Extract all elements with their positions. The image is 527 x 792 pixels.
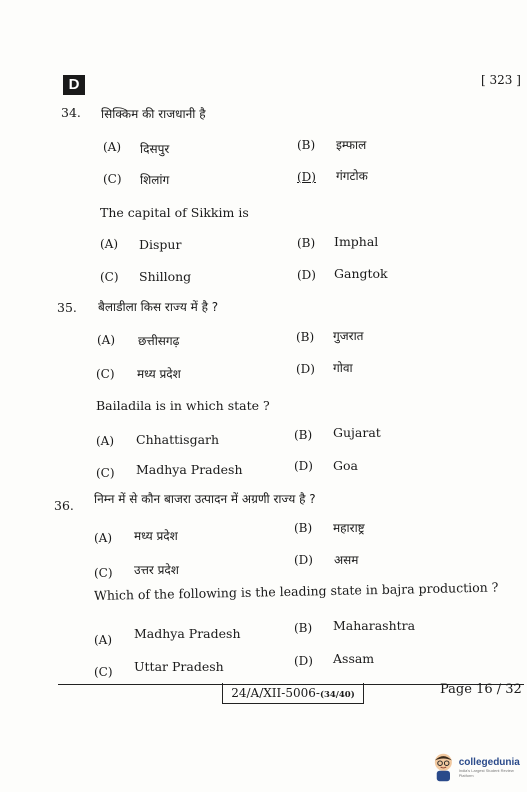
q34-en-option-c-label: (C) xyxy=(100,270,119,284)
q36-en-option-b-label: (B) xyxy=(294,621,313,635)
q35-hi-option-b-label: (B) xyxy=(296,330,315,344)
q34-en-option-d-label: (D) xyxy=(297,268,316,282)
q34-en-option-a-label: (A) xyxy=(100,237,119,251)
q34-hi-option-d: गंगटोक xyxy=(336,169,368,183)
q35-en-option-c: Madhya Pradesh xyxy=(136,462,243,477)
q36-hi-option-c: उत्तर प्रदेश xyxy=(134,563,179,577)
q35-hi-option-a: छत्तीसगढ़ xyxy=(138,334,180,348)
q36-en-option-a-label: (A) xyxy=(94,633,113,647)
logo-brand: collegedunia xyxy=(458,756,520,768)
q35-en-option-d: Goa xyxy=(333,458,358,473)
q35-en-option-c-label: (C) xyxy=(96,466,115,480)
q34-en-option-a: Dispur xyxy=(139,237,182,252)
q34-en-option-b: Imphal xyxy=(334,234,379,249)
q36-en-option-d-label: (D) xyxy=(294,654,313,668)
q34-en-option-d: Gangtok xyxy=(334,266,388,281)
question-34-english: The capital of Sikkim is xyxy=(100,205,249,220)
q35-hi-option-c-label: (C) xyxy=(96,367,115,381)
q34-hi-option-c-label: (C) xyxy=(103,172,122,186)
q36-hi-option-a: मध्य प्रदेश xyxy=(134,529,178,543)
question-36-english: Which of the following is the leading state in bajra production ? xyxy=(93,579,499,603)
page-marker: [ 323 ] xyxy=(481,73,521,87)
q36-en-option-c-label: (C) xyxy=(94,665,113,679)
q34-hi-option-a-label: (A) xyxy=(103,140,122,154)
q35-hi-option-d: गोवा xyxy=(333,361,353,375)
mascot-icon xyxy=(432,751,455,783)
q35-en-option-d-label: (D) xyxy=(294,459,313,473)
q36-hi-option-d-label: (D) xyxy=(294,553,313,567)
section-badge: D xyxy=(63,75,85,95)
q35-en-option-b-label: (B) xyxy=(294,428,313,442)
q36-hi-option-b-label: (B) xyxy=(294,521,313,535)
q35-en-option-a: Chhattisgarh xyxy=(136,432,220,447)
question-36-hindi: निम्न में से कौन बाजरा उत्पादन में अग्रणी राज्य है ? xyxy=(94,492,316,506)
question-36-number: 36. xyxy=(54,498,74,513)
collegedunia-logo xyxy=(432,746,526,788)
q36-hi-option-c-label: (C) xyxy=(94,566,113,580)
paper-code-suffix: (34/40) xyxy=(319,690,355,700)
q36-en-option-c: Uttar Pradesh xyxy=(134,659,224,674)
question-34-number: 34. xyxy=(61,105,81,120)
q35-hi-option-d-label: (D) xyxy=(296,362,315,376)
question-35-number: 35. xyxy=(57,300,77,315)
q36-hi-option-b: महाराष्ट्र xyxy=(333,521,365,535)
q34-en-option-c: Shillong xyxy=(139,269,192,284)
q36-en-option-d: Assam xyxy=(333,651,375,666)
q35-hi-option-a-label: (A) xyxy=(97,333,116,347)
q35-en-option-a-label: (A) xyxy=(96,434,115,448)
q36-en-option-a: Madhya Pradesh xyxy=(134,626,241,641)
q34-hi-option-a: दिसपुर xyxy=(140,142,170,156)
question-35-hindi: बैलाडीला किस राज्य में है ? xyxy=(98,300,219,314)
q35-hi-option-b: गुजरात xyxy=(333,329,364,343)
q34-en-option-b-label: (B) xyxy=(297,236,316,250)
q34-hi-option-b: इम्फाल xyxy=(336,138,367,152)
q36-hi-option-a-label: (A) xyxy=(94,531,113,545)
q34-hi-option-c: शिलांग xyxy=(140,173,170,187)
q35-en-option-b: Gujarat xyxy=(333,425,381,440)
page-number: Page 16 / 32 xyxy=(440,682,522,697)
q34-hi-option-d-label: (D) xyxy=(297,170,316,184)
q36-en-option-b: Maharashtra xyxy=(333,618,416,633)
paper-code xyxy=(222,683,364,704)
logo-tagline: India's Largest Student Review Platform xyxy=(458,767,514,778)
paper-code-main: 24/A/XII-5006- xyxy=(231,686,320,700)
question-35-english: Bailadila is in which state ? xyxy=(96,398,270,413)
question-34-hindi: सिक्किम की राजधानी है xyxy=(101,107,206,121)
q34-hi-option-b-label: (B) xyxy=(297,138,316,152)
q35-hi-option-c: मध्य प्रदेश xyxy=(137,367,181,381)
q36-hi-option-d: असम xyxy=(334,553,359,567)
